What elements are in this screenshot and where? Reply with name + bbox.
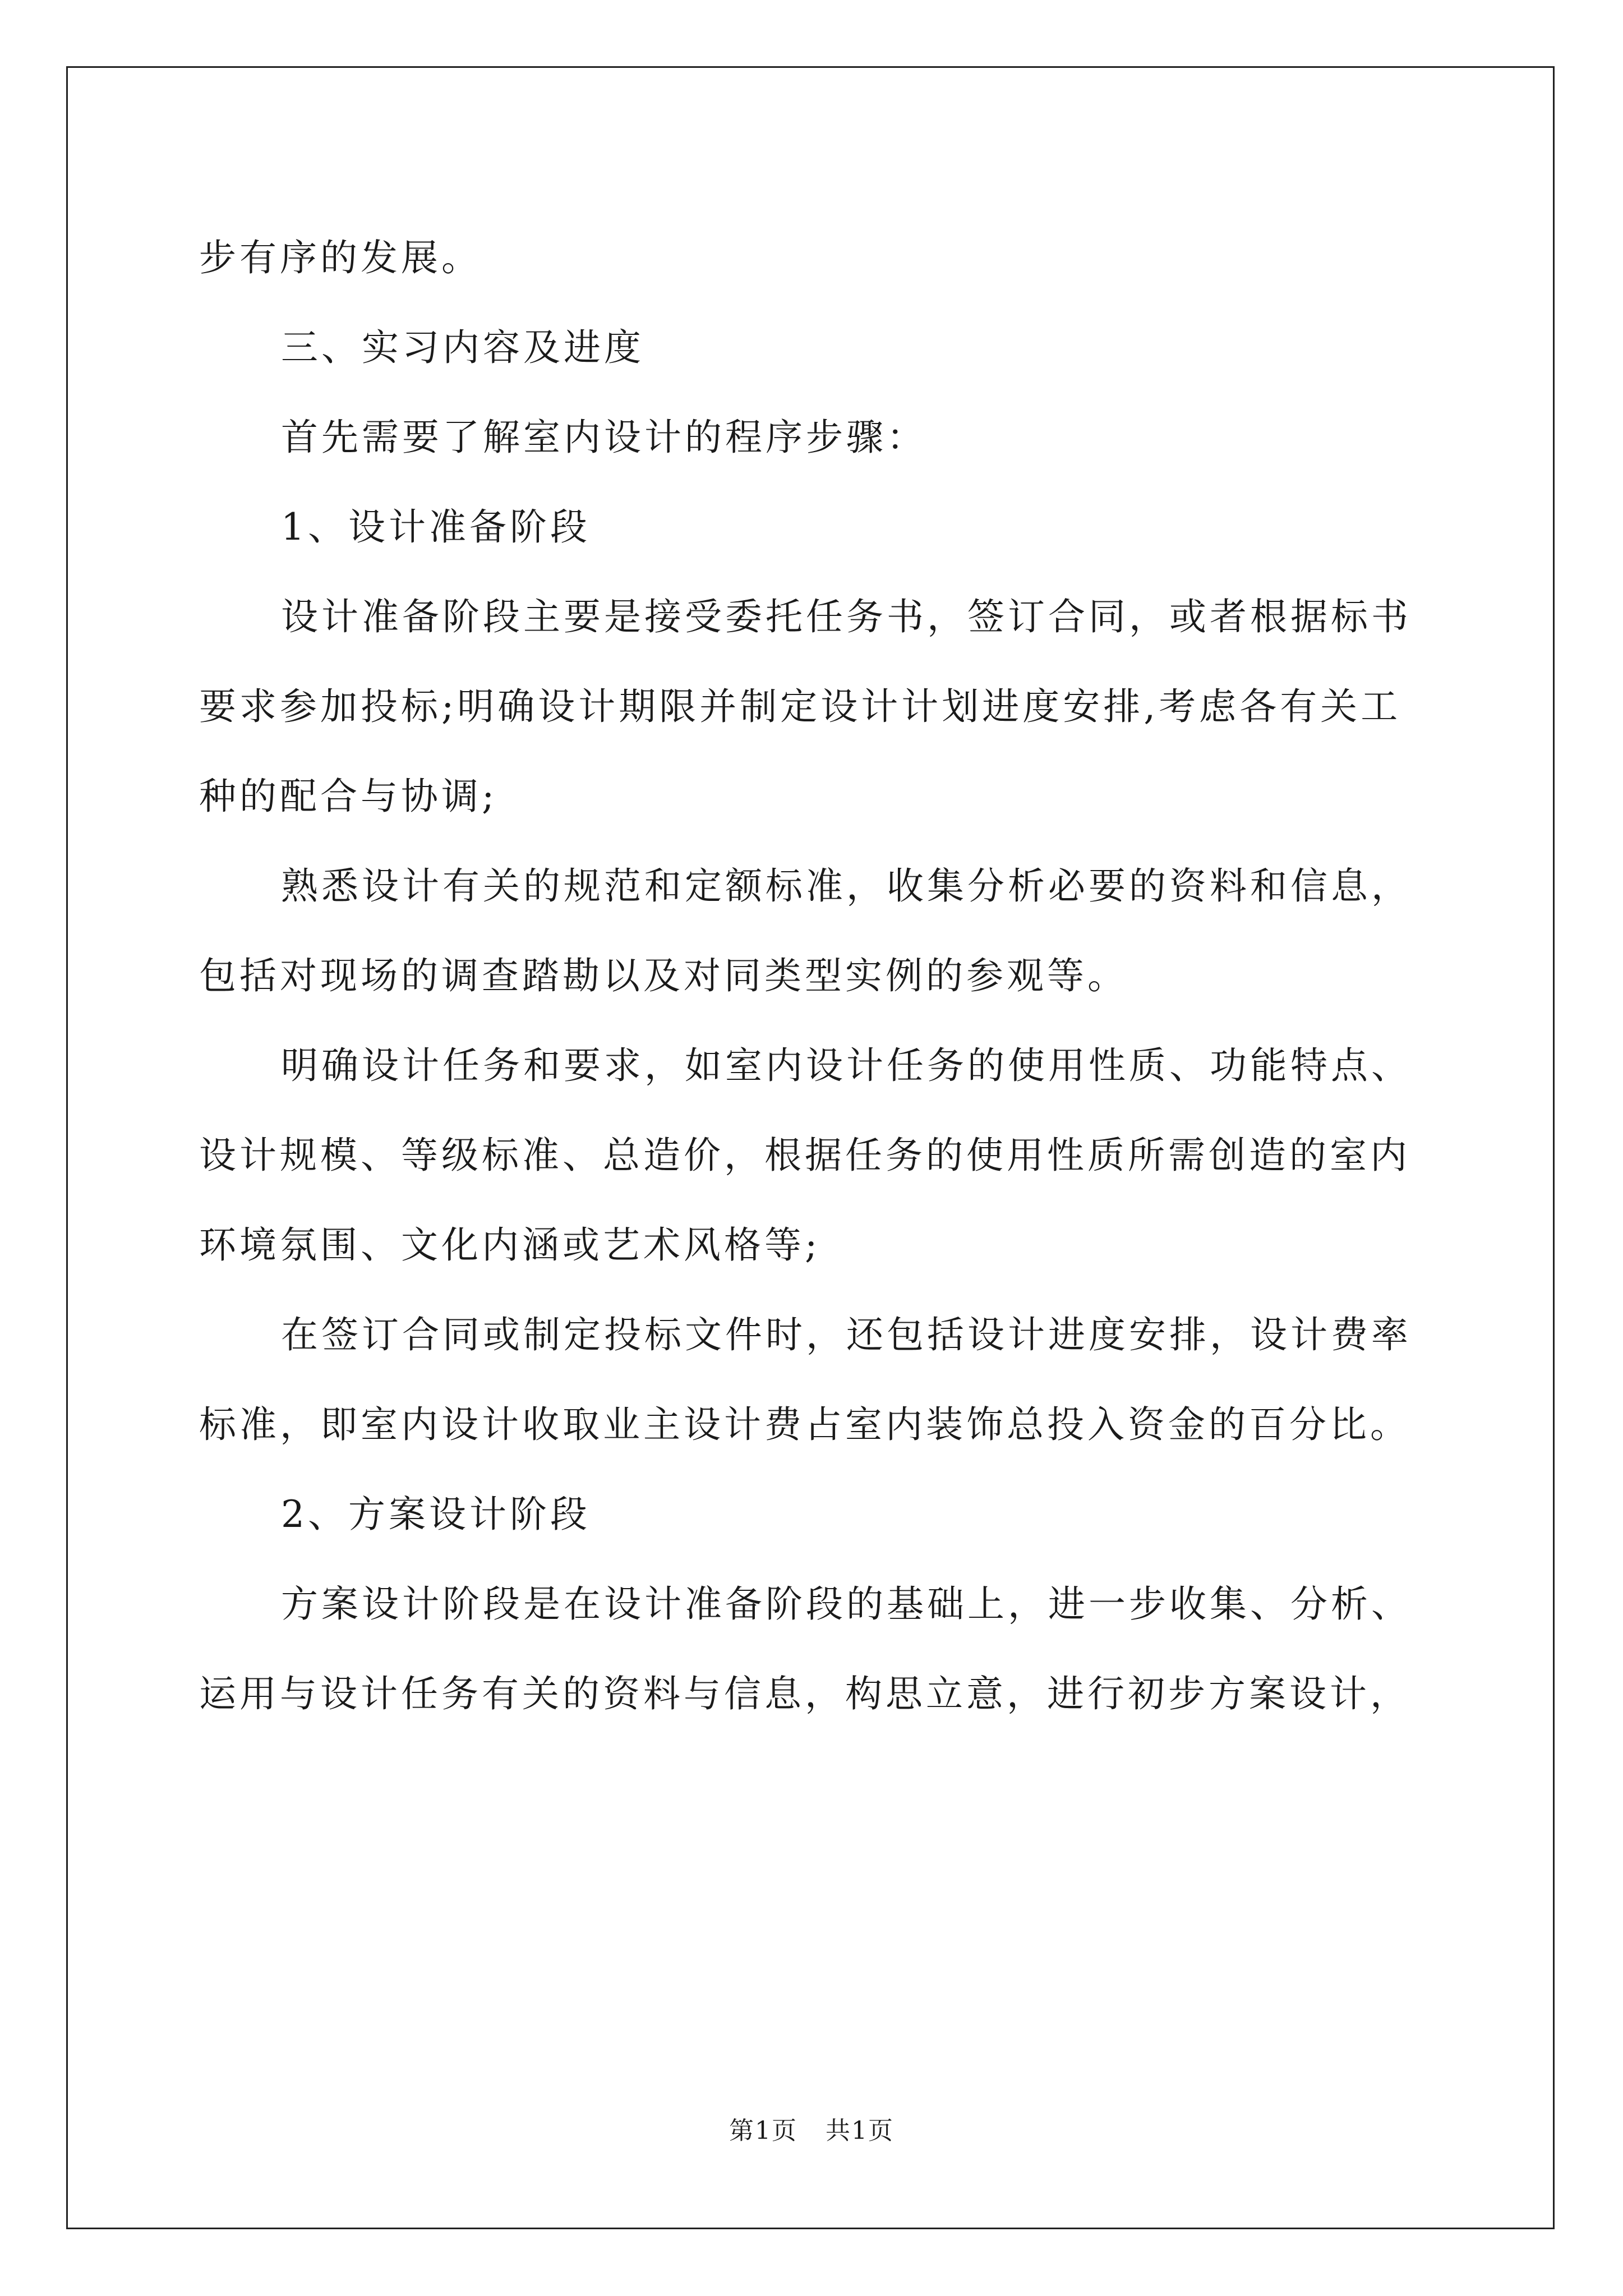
text-line: 包括对现场的调查踏勘以及对同类型实例的参观等。 [199, 954, 1128, 997]
text-line: 在签订合同或制定投标文件时，还包括设计进度安排，设计费率 [281, 1313, 1412, 1356]
section-heading: 三、实习内容及进度 [281, 326, 644, 369]
text-line: 首先需要了解室内设计的程序步骤： [281, 416, 927, 459]
text-line: 明确设计任务和要求，如室内设计任务的使用性质、功能特点、 [281, 1044, 1412, 1087]
text-line: 方案设计阶段是在设计准备阶段的基础上，进一步收集、分析、 [281, 1582, 1412, 1626]
text-line: 熟悉设计有关的规范和定额标准，收集分析必要的资料和信息， [281, 864, 1412, 908]
text-line: 要求参加投标;明确设计期限并制定设计计划进度安排,考虑各有关工 [199, 685, 1401, 728]
text-line: 步有序的发展。 [199, 236, 482, 279]
text-line: 种的配合与协调; [199, 775, 498, 818]
text-line: 设计规模、等级标准、总造价，根据任务的使用性质所需创造的室内 [199, 1134, 1410, 1177]
page-footer [0, 2110, 1623, 2146]
page-number: 第1页 [729, 2116, 797, 2145]
subsection-heading: 2、方案设计阶段 [281, 1493, 591, 1536]
page-total: 共1页 [826, 2116, 894, 2145]
text-line: 设计准备阶段主要是接受委托任务书，签订合同，或者根据标书 [281, 595, 1412, 638]
text-line: 运用与设计任务有关的资料与信息，构思立意，进行初步方案设计， [199, 1672, 1410, 1715]
document-body [199, 213, 1433, 1739]
text-line: 标准，即室内设计收取业主设计费占室内装饰总投入资金的百分比。 [199, 1403, 1410, 1446]
subsection-heading: 1、设计准备阶段 [281, 505, 591, 549]
text-line: 环境氛围、文化内涵或艺术风格等; [199, 1223, 821, 1267]
